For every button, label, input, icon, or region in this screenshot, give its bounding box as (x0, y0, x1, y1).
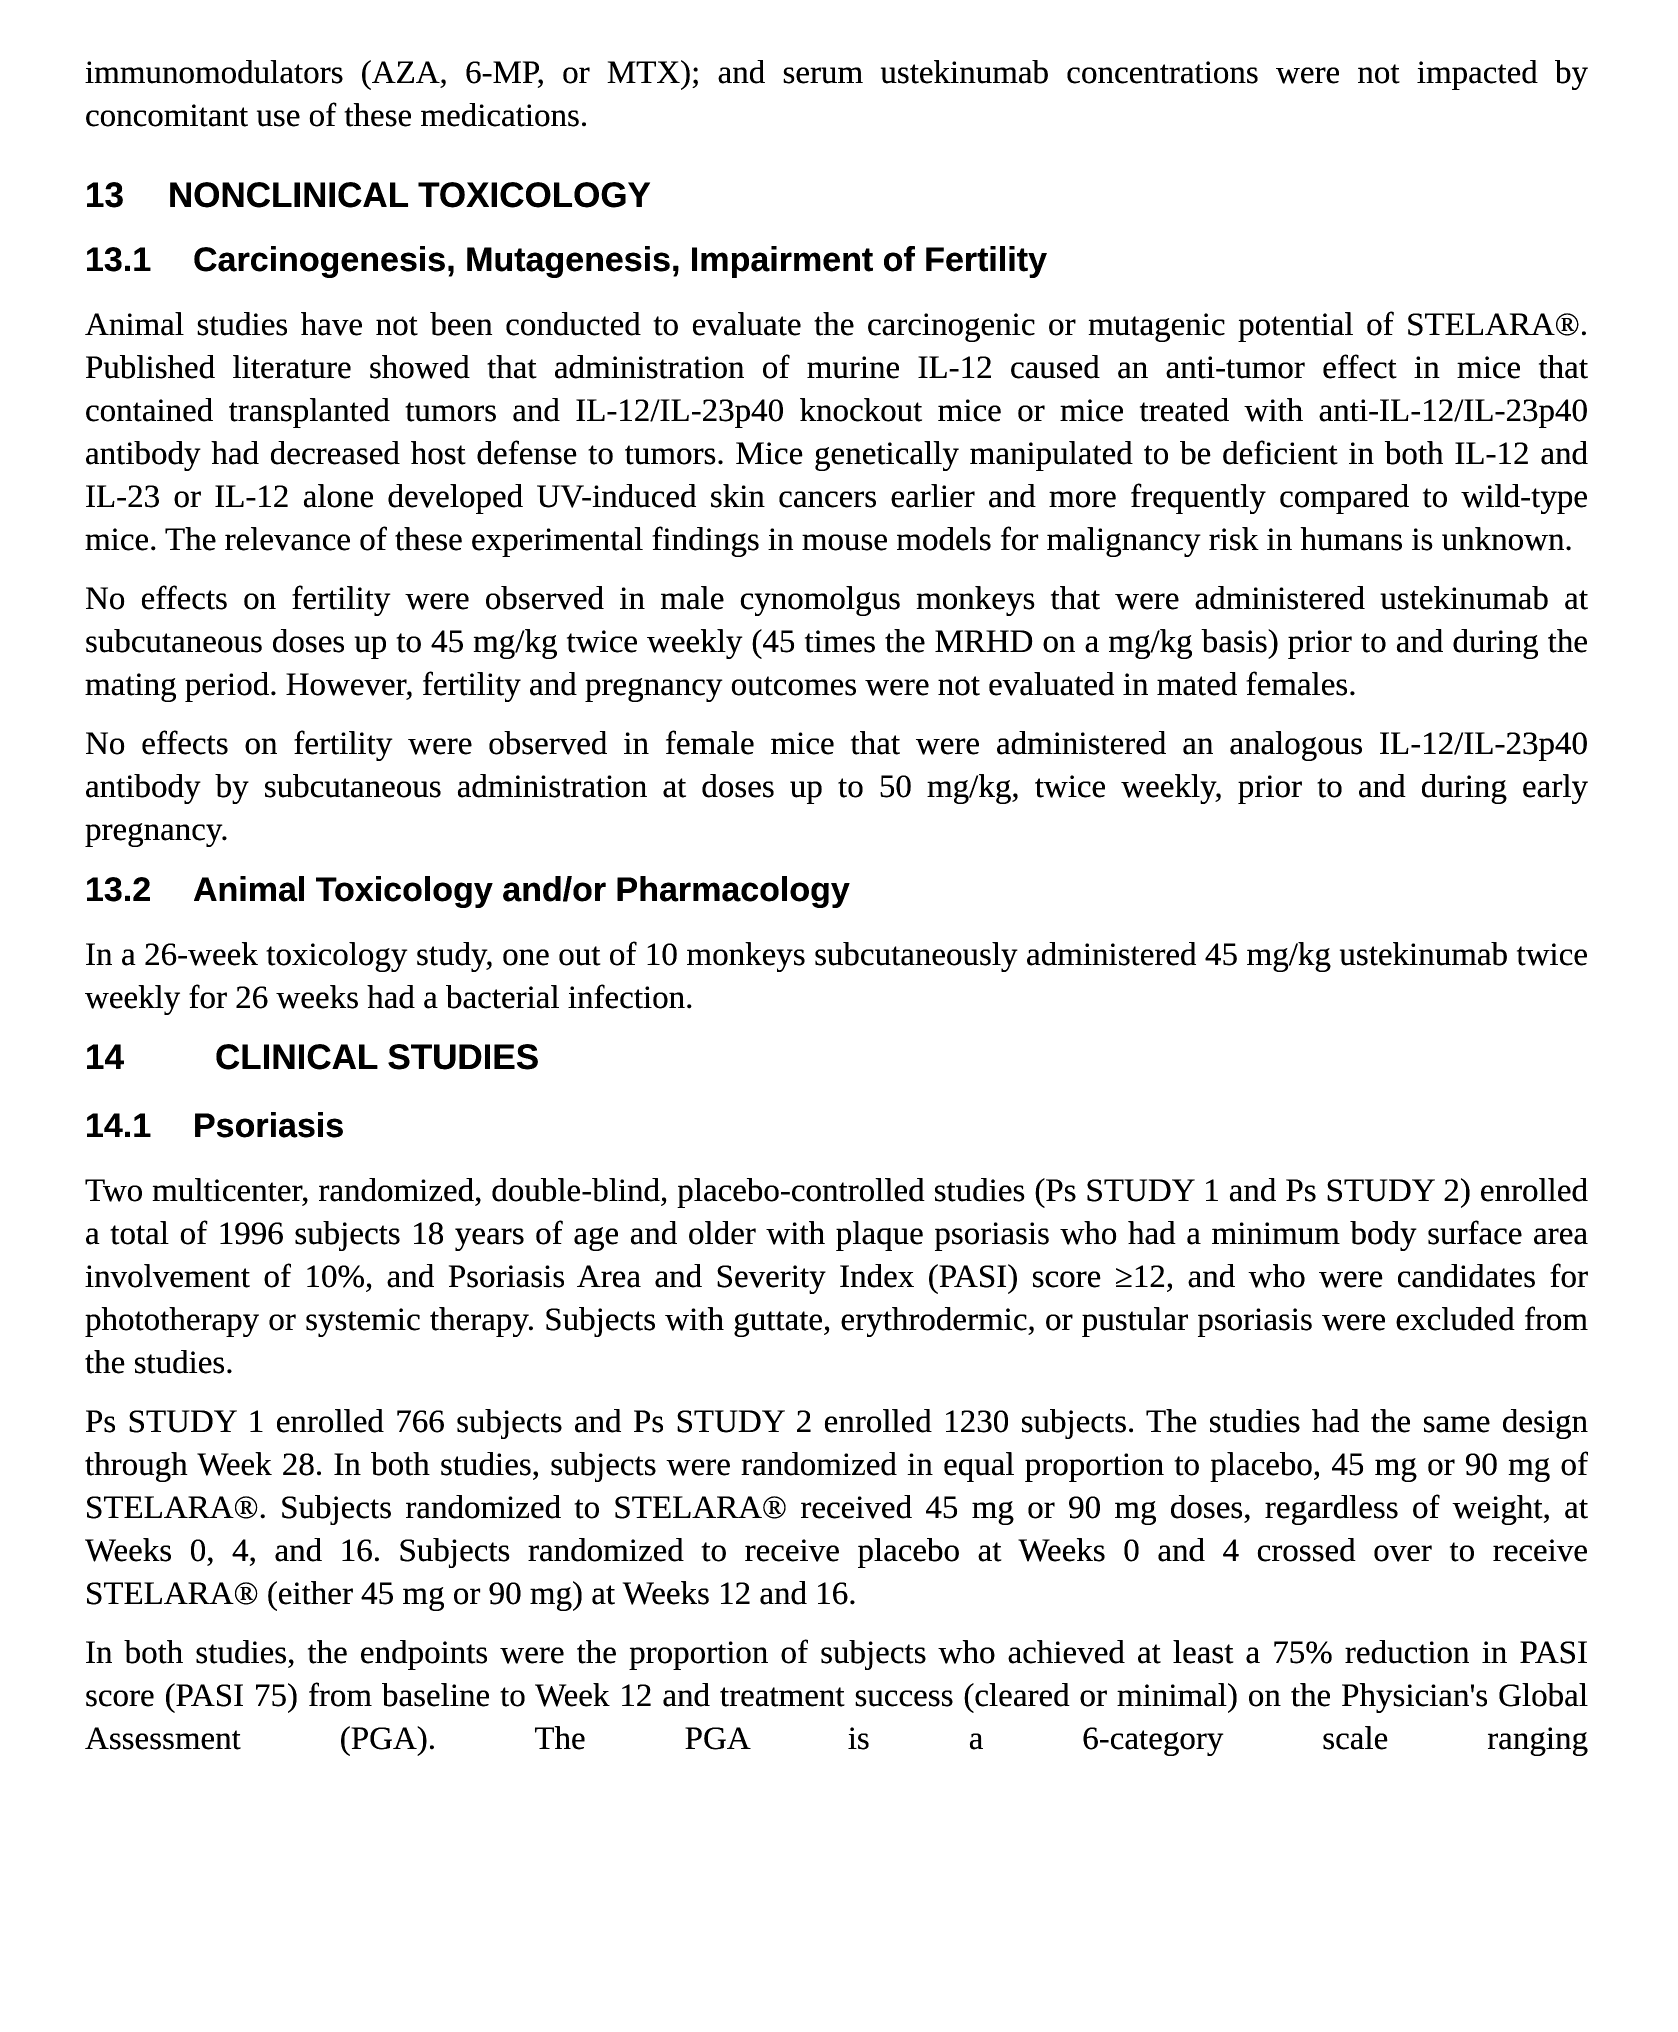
section-title-13: NONCLINICAL TOXICOLOGY (168, 176, 651, 215)
section-number-13: 13 (85, 176, 124, 215)
section-number-14-1: 14.1 (85, 1107, 152, 1145)
section-heading-14 (85, 1036, 1588, 1080)
section-title-13-2: Animal Toxicology and/or Pharmacology (193, 871, 850, 909)
section-number-13-2: 13.2 (85, 871, 152, 909)
section-heading-13-2 (85, 868, 1588, 912)
section-title-14: CLINICAL STUDIES (215, 1038, 540, 1077)
section-number-14: 14 (85, 1038, 124, 1077)
section-heading-14-1 (85, 1104, 1588, 1148)
paragraph-carcinogenesis: Animal studies have not been conducted to evaluate the carcinogenic or mutagenic potential of STELARA®. Published literature showed that administration of murine IL-12 caused an anti-tumor effect in mice that contained transplanted tumors and IL-12/IL-23p40 knockout mice or mice treated with anti-IL-12/IL-23p40 antibody had decreased host defense to tumors. Mice genetically manipulated to be deficient in both IL-12 and IL-23 or IL-12 alone developed UV-induced skin cancers earlier and more frequently compared to wild-type mice. The relevance of these experimental findings in mouse models for malignancy risk in humans is unknown. (85, 307, 1588, 558)
paragraph-endpoints: In both studies, the endpoints were the proportion of subjects who achieved at least a 75% reduction in PASI score (PASI 75) from baseline to Week 12 and treatment success (cleared or minimal) on the Physician's Global Assessment (PGA). The PGA is a 6-category scale ranging (85, 1635, 1588, 1757)
paragraph-fertility-female-mice: No effects on fertility were observed in female mice that were administered an analogous IL-12/IL-23p40 antibody by subcutaneous administration at doses up to 50 mg/kg, twice weekly, prior to and during early pregnancy. (85, 726, 1588, 848)
section-heading-13 (85, 174, 1588, 218)
paragraph-immunomodulators: immunomodulators (AZA, 6-MP, or MTX); and serum ustekinumab concentrations were not impacted by concomitant use of these medications. (85, 55, 1588, 134)
section-title-14-1: Psoriasis (193, 1107, 345, 1145)
paragraph-fertility-male-monkeys: No effects on fertility were observed in male cynomolgus monkeys that were administered ustekinumab at subcutaneous doses up to 45 mg/kg twice weekly (45 times the MRHD on a mg/kg basis) prior to and during the mating period. However, fertility and pregnancy outcomes were not evaluated in mated females. (85, 581, 1588, 703)
paragraph-animal-toxicology: In a 26-week toxicology study, one out of 10 monkeys subcutaneously administered 45 mg/kg ustekinumab twice weekly for 26 weeks had a bacterial infection. (85, 937, 1588, 1016)
paragraph-psoriasis-studies-design: Ps STUDY 1 enrolled 766 subjects and Ps STUDY 2 enrolled 1230 subjects. The studies had the same design through Week 28. In both studies, subjects were randomized in equal proportion to placebo, 45 mg or 90 mg of STELARA®. Subjects randomized to STELARA® received 45 mg or 90 mg doses, regardless of weight, at Weeks 0, 4, and 16. Subjects randomized to receive placebo at Weeks 0 and 4 crossed over to receive STELARA® (either 45 mg or 90 mg) at Weeks 12 and 16. (85, 1404, 1588, 1612)
section-title-13-1: Carcinogenesis, Mutagenesis, Impairment of Fertility (193, 241, 1047, 279)
paragraph-psoriasis-studies-overview: Two multicenter, randomized, double-blind, placebo-controlled studies (Ps STUDY 1 and Ps STUDY 2) enrolled a total of 1996 subjects 18 years of age and older with plaque psoriasis who had a minimum body surface area involvement of 10%, and Psoriasis Area and Severity Index (PASI) score ≥12, and who were candidates for phototherapy or systemic therapy. Subjects with guttate, erythrodermic, or pustular psoriasis were excluded from the studies. (85, 1173, 1588, 1381)
section-heading-13-1 (85, 238, 1588, 282)
section-number-13-1: 13.1 (85, 241, 152, 279)
